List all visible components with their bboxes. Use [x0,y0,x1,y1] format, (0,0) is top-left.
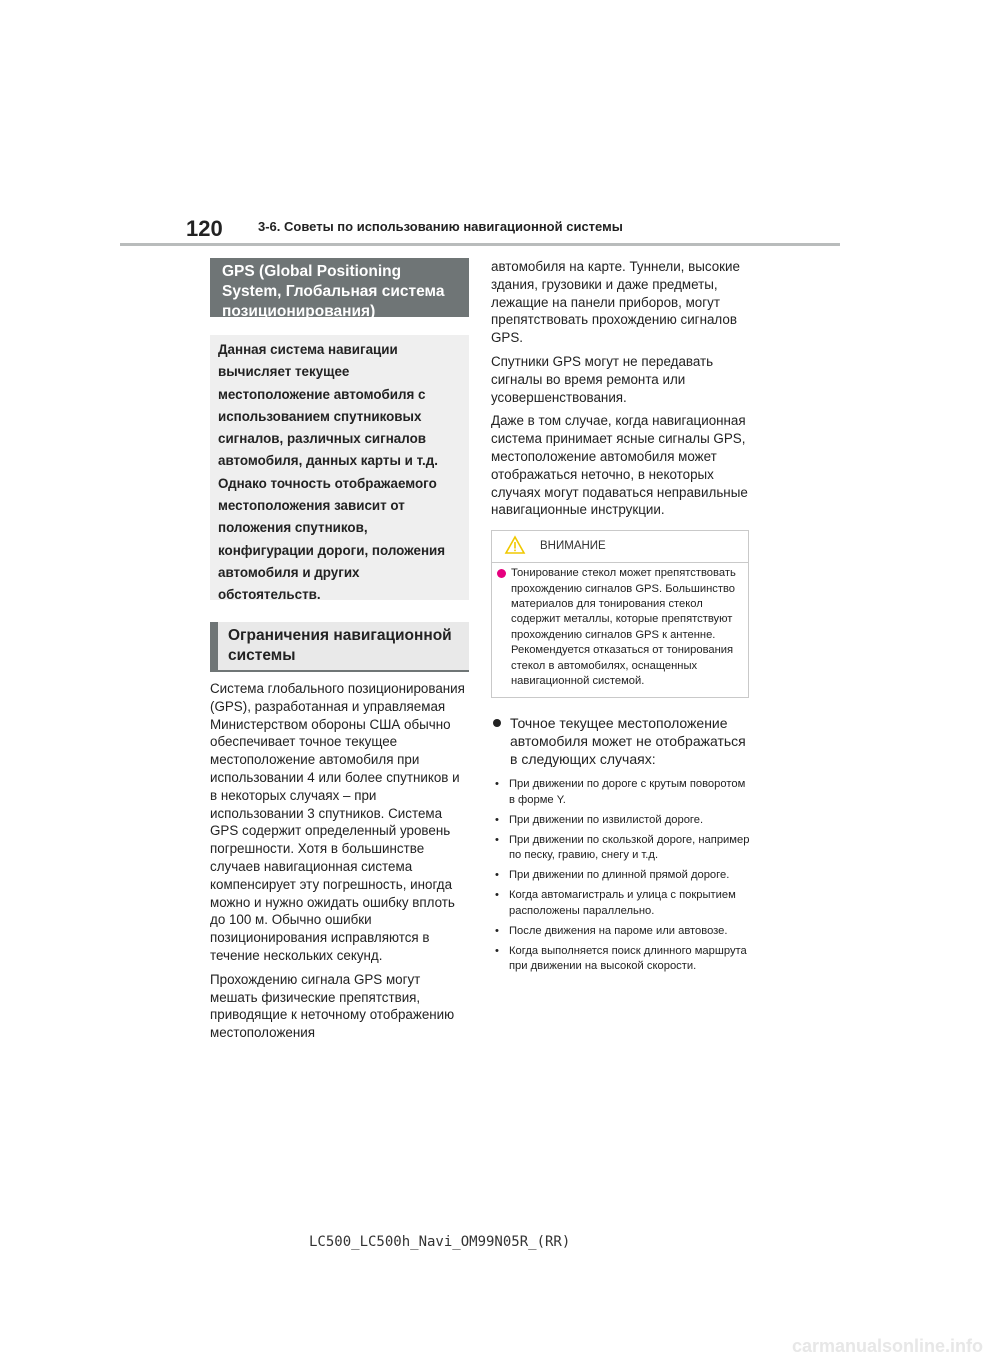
list-item: • При движении по длинной прямой дороге. [495,869,730,882]
right-paragraph-3: Даже в том случае, когда навигационная система принимает ясные сигналы GPS, местоположение автомобиля может отображаться неточно, в некоторых случаях могут подаваться неправильные навигационные инструкции. [491,413,748,518]
watermark: carmanualsonline.info [792,1336,983,1356]
limits-section-title: Ограничения навигационной системы [210,622,469,672]
warning-text: Тонирование стекол может препятствовать прохождению сигналов GPS. Большинство материалов для тонирования стекол содержит металлы, которые препятствуют прохождению сигналов GPS к антенне. Рекомендуется отказаться от тонирования стекол в автомобилях, оснащенных навигационной системой. [511,567,736,687]
list-item: • При движении по дороге с крутым поворотом в форме Y. [495,778,746,806]
limits-paragraph-1: Система глобального позиционирования (GPS), разработанная и управляемая Министерством обороны США обычно обеспечивает точное текущее местоположение автомобиля при использовании 4 или более спутников и в некоторых случаях – при использовании 3 спутников. Система GPS содержит определенный уровень погрешности. Хотя в большинстве случаев навигационная система компенсирует эту погрешность, иногда можно и нужно ожидать ошибку вплоть до 100 м. Обычно ошибки позиционирования исправляются в течение нескольких секунд. [210,681,465,963]
warning-bullet-icon [497,569,506,578]
list-item: • Когда автомагистраль и улица с покрытием расположены параллельно. [495,889,736,917]
gps-intro-box: Данная система навигации вычисляет текущее местоположение автомобиля с использованием спутниковых сигналов, различных сигналов автомобиля, данных карты и т.д. Однако точность отображаемого местоположения зависит от положения спутников, конфигурации дороги, положения автомобиля и других обстоятельств. [210,335,469,600]
limits-paragraph-2: Прохождению сигнала GPS могут мешать физические препятствия, приводящие к неточному отображению местоположения [210,971,455,1041]
inaccuracy-lead-text: Точное текущее местоположение автомобиля может не отображаться в следующих случаях: [510,715,746,768]
footer-code: LC500_LC500h_Navi_OM99N05R_(RR) [309,1234,571,1250]
page-number: 120 [186,216,223,241]
list-item: • После движения на пароме или автовозе. [495,924,728,937]
warning-title: ВНИМАНИЕ [540,540,606,553]
warning-triangle-icon [505,536,525,554]
gps-section-title: GPS (Global Positioning System, Глобальная система позиционирования) [210,258,469,317]
inaccuracy-lead [491,714,751,768]
left-column [210,258,469,1042]
warning-box [491,530,749,698]
inaccuracy-list [491,777,751,975]
right-paragraph-1: автомобиля на карте. Туннели, высокие здания, грузовики и даже предметы, лежащие на панели приборов, могут препятствовать прохождению сигналов GPS. [491,259,740,346]
warning-header [492,531,748,563]
list-item: • При движении по скользкой дороге, например по песку, гравию, снегу и т.д. [495,833,750,862]
list-item: • При движении по извилистой дороге. [495,813,704,826]
header-rule [120,243,840,246]
warning-body [492,563,748,697]
section-header-title: 3-6. Советы по использованию навигационной системы [258,219,623,234]
bullet-dot-icon [493,719,501,727]
list-item: • Когда выполняется поиск длинного маршрута при движении на высокой скорости. [495,944,747,973]
right-paragraph-2: Спутники GPS могут не передавать сигналы во время ремонта или усовершенствования. [491,353,714,405]
right-column [491,258,751,979]
